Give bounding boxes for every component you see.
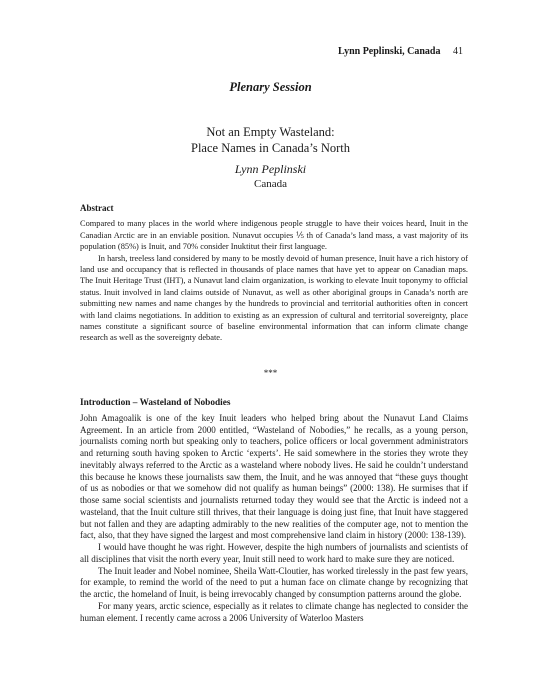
title-line-2: Place Names in Canada’s North: [191, 141, 350, 155]
abstract-section: [80, 203, 468, 344]
paper-title: [0, 124, 541, 156]
author-affiliation: Canada: [254, 178, 287, 190]
header-author: Lynn Peplinski, Canada: [337, 46, 441, 57]
introduction-section: [80, 398, 468, 624]
body-paragraph: For many years, arctic science, especially as it relates to climate change has neglected to consider the human element. I recently came across a 2006 University of Waterloo Masters: [80, 600, 468, 623]
title-line-1: Not an Empty Wasteland:: [206, 125, 335, 139]
session-label: Plenary Session: [229, 80, 312, 94]
section-heading: Introduction – Wasteland of Nobodies: [80, 398, 231, 408]
abstract-paragraph: Compared to many places in the world where indigenous people struggle to have their voices heard, Inuit in the Canadian Arctic are in an enviable position. Nunavut occupies ⅕ th of Canada’s land mass, a vast majority of its population (85%) is Inuit, and 70% consider Inuktitut their first language.: [80, 219, 468, 252]
abstract-paragraph: In harsh, treeless land considered by many to be mostly devoid of human presence, Inuit have a rich history of land use and occupancy that is reflected in thousands of place names that have yet to appear on Canadian maps. The Inuit Heritage Trust (IHT), a Nunavut land claim organization, is working to elevate Inuit toponymy to official status. Inuit involved in land claims outside of Nunavut, as well as other aboriginal groups in Canada’s north are submitting new names and name changes by the hundreds to provincial and territorial authorities often in concert with land claims negotiations. In addition to existing as an expression of cultural and territorial sovereignty, place names constitute a significant source of baseline environmental information that can inform climate change research as well as the sovereignty debate.: [80, 253, 468, 343]
body-paragraph: I would have thought he was right. However, despite the high numbers of journalists and scientists of all disciplines that visit the north every year, Inuit still need to work hard to make sure they are noticed.: [80, 542, 468, 564]
abstract-heading: Abstract: [80, 203, 114, 213]
body-paragraph: The Inuit leader and Nobel nominee, Sheila Watt-Cloutier, has worked tirelessly in the past few years, for example, to remind the world of the need to put a human face on climate change by recognizing that the arctic, the homeland of Inuit, is being irrevocably changed by consumption patterns around the globe.: [80, 565, 468, 599]
body-paragraph: John Amagoalik is one of the key Inuit leaders who helped bring about the Nunavut Land Claims Agreement. In an article from 2000 entitled, “Wasteland of Nobodies,” he recalls, as a young person, journalists coming north but speaking only to teachers, police officers or local government administrators and returning south having spoken to Arctic ‘experts’. He said somewhere in the stories they wrote they inevitably always referred to the Arctic as a wasteland where nobody lives. He said he couldn’t understand this because he knows these journalists saw them, the Inuit, and he was annoyed that “these guys thought of us as nobodies or that we somehow did not qualify as human beings” (2000: 138). He surmises that if those same social scientists and journalists returned today they would see that the Arctic is indeed not a wasteland, that the Inuit culture still thrives, that their language is doing just fine, that Inuit have staggered but not fallen and they are adapting admirably to the new realities of the computer age, not to mention the fact, also, that they have signed the largest and most comprehensive land claim in history (2000: 138-139).: [80, 412, 468, 541]
page-number: 41: [453, 46, 463, 57]
section-separator: ***: [263, 368, 278, 378]
author-name: Lynn Peplinski: [234, 162, 307, 176]
running-header: [338, 46, 463, 57]
